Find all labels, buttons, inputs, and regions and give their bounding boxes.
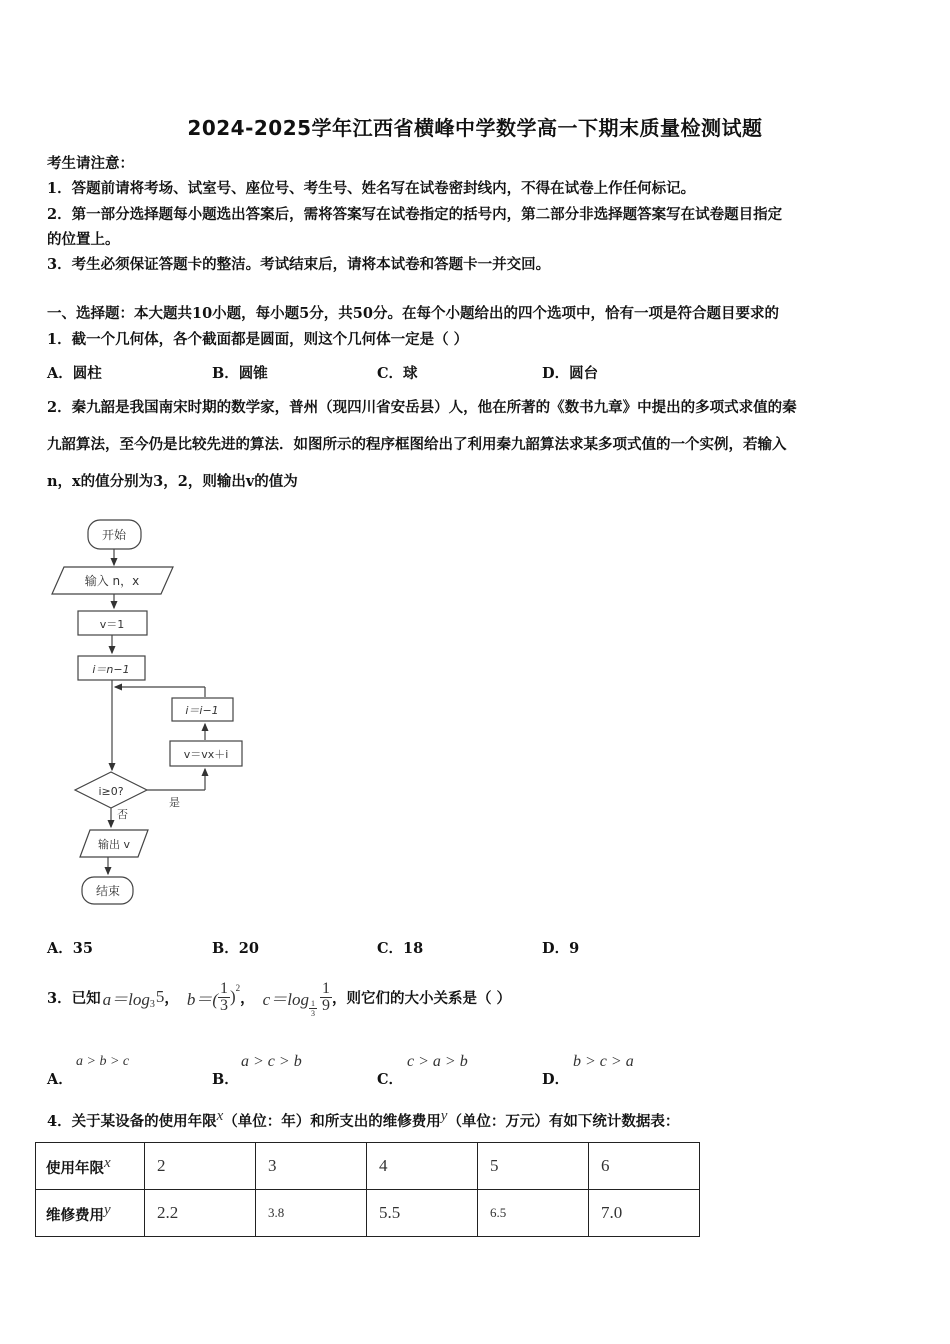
q3-prefix: 3．已知 — [47, 989, 101, 1007]
flow-condition-label: i≥0? — [98, 785, 124, 798]
q3-b-exp: 2 — [235, 983, 241, 993]
q4-stem-post: （单位：万元）有如下统计数据表： — [447, 1112, 680, 1130]
flow-init-i-label: i＝n−1 — [92, 663, 130, 676]
notice-item-2: 2．第一部分选择题每小题选出答案后，需将答案写在试卷指定的括号内，第二部分非选择题答案写在试卷题目指定 — [47, 206, 783, 223]
q1-option-d: D．圆台 — [542, 365, 599, 382]
row2-var: y — [104, 1201, 111, 1218]
notice-item-2-cont: 的位置上。 — [47, 231, 120, 248]
notice-heading: 考生请注意： — [47, 155, 134, 172]
q4-var-y: y — [440, 1108, 448, 1124]
q3-option-a-expr: a > b > c — [76, 1054, 130, 1069]
q3-option-d-label: D． — [542, 1071, 570, 1088]
q3-a-base: 3 — [149, 998, 155, 1010]
q2-line-2: 九韶算法，至今仍是比较先进的算法．如图所示的程序框图给出了利用秦九韶算法求某多项式值的一个实例，若输入 — [47, 436, 787, 453]
table-cell: 5 — [478, 1143, 589, 1190]
q4-stem — [47, 1108, 679, 1131]
q3-option-c-label: C． — [377, 1071, 404, 1088]
q3-option-b-label: B． — [212, 1071, 239, 1088]
q2-line-1: 2．秦九韶是我国南宋时期的数学家，普州（现四川省安岳县）人，他在所著的《数书九章》中提出的多项式求值的秦 — [47, 399, 797, 416]
q1-option-c: C．球 — [377, 365, 418, 382]
table-cell: 4 — [367, 1143, 478, 1190]
q3-c-fraction — [320, 981, 332, 1014]
q2-option-a: A．35 — [47, 940, 93, 957]
q3-c-num: 1 — [321, 979, 330, 997]
q3-c-base — [309, 999, 317, 1018]
flow-input-label: 输入 n，x — [84, 574, 140, 588]
q1-option-a: A．圆柱 — [47, 365, 102, 382]
table-cell: 5.5 — [367, 1190, 478, 1237]
q2-option-d: D．9 — [542, 940, 580, 957]
table-row-header — [36, 1190, 145, 1237]
q3-b-num: 1 — [220, 979, 228, 997]
q3-sep-2: ， — [240, 989, 255, 1007]
flow-yes-label: 是 — [169, 796, 180, 809]
flow-end-label: 结束 — [95, 884, 121, 898]
flow-output-label: 输出 v — [97, 838, 131, 851]
table-cell: 3.8 — [256, 1190, 367, 1237]
q3-c-expr: c＝log — [262, 989, 309, 1009]
table-cell: 6.5 — [478, 1190, 589, 1237]
row1-var: x — [104, 1154, 111, 1171]
q3-b-fraction — [218, 981, 230, 1014]
q3-option-a-label: A． — [47, 1071, 73, 1088]
q3-suffix: ，则它们的大小关系是（ ） — [331, 989, 512, 1007]
flow-init-v-label: v＝1 — [99, 618, 125, 631]
q3-c-den: 9 — [321, 996, 330, 1014]
table-cell: 2 — [145, 1143, 256, 1190]
q3-a-expr: a＝log — [102, 989, 150, 1009]
q3-b-den: 3 — [220, 996, 228, 1014]
q2-line-3: n，x的值分别为3，2，则输出v的值为 — [47, 473, 298, 490]
flow-no-label: 否 — [117, 808, 128, 821]
q3-c-base-num: 1 — [310, 998, 315, 1008]
q2-option-c: C．18 — [377, 940, 424, 957]
notice-item-1: 1．答题前请将考场、试室号、座位号、考生号、姓名写在试卷密封线内，不得在试卷上作任何标记。 — [47, 180, 696, 197]
section-heading: 一、选择题：本大题共10小题，每小题5分，共50分。在每个小题给出的四个选项中，恰有一项是符合题目要求的 — [47, 305, 779, 322]
row1-label: 使用年限 — [46, 1160, 104, 1177]
q4-var-x: x — [216, 1108, 224, 1124]
row2-label: 维修费用 — [46, 1207, 104, 1224]
table-cell: 6 — [589, 1143, 700, 1190]
flow-dec-i-label: i＝i−1 — [185, 704, 219, 717]
q3-c-base-den: 3 — [310, 1008, 315, 1018]
q3-b-expr: b＝( — [186, 989, 218, 1009]
table-cell: 3 — [256, 1143, 367, 1190]
q3-sep-1: ， — [164, 989, 179, 1007]
q4-stem-mid: （单位：年）和所支出的维修费用 — [223, 1112, 441, 1130]
page-title: 2024-2025学年江西省横峰中学数学高一下期末质量检测试题 — [187, 116, 763, 140]
q4-stem-pre: 4．关于某设备的使用年限 — [47, 1112, 217, 1130]
flow-start-label: 开始 — [101, 528, 127, 542]
flow-update-v-label: v＝vx＋i — [183, 748, 229, 761]
notice-item-3: 3．考生必须保证答题卡的整洁。考试结束后，请将本试卷和答题卡一并交回。 — [47, 256, 551, 273]
q1-stem: 1．截一个几何体，各个截面都是圆面，则这个几何体一定是（ ） — [47, 331, 469, 348]
q2-option-b: B．20 — [212, 940, 259, 957]
q3-option-d-expr: b > c > a — [573, 1053, 634, 1070]
table-row — [36, 1190, 700, 1237]
q3-b-close: ) — [230, 987, 236, 1006]
q4-data-table — [35, 1142, 700, 1237]
q3-option-b-expr: a > c > b — [241, 1053, 302, 1070]
table-row-header — [36, 1143, 145, 1190]
q1-option-b: B．圆锥 — [212, 365, 268, 382]
q3-stem — [47, 972, 511, 1022]
q3-option-c-expr: c > a > b — [407, 1053, 468, 1070]
table-cell: 7.0 — [589, 1190, 700, 1237]
table-row — [36, 1143, 700, 1190]
q3-a-arg: 5 — [155, 987, 165, 1006]
table-cell: 2.2 — [145, 1190, 256, 1237]
